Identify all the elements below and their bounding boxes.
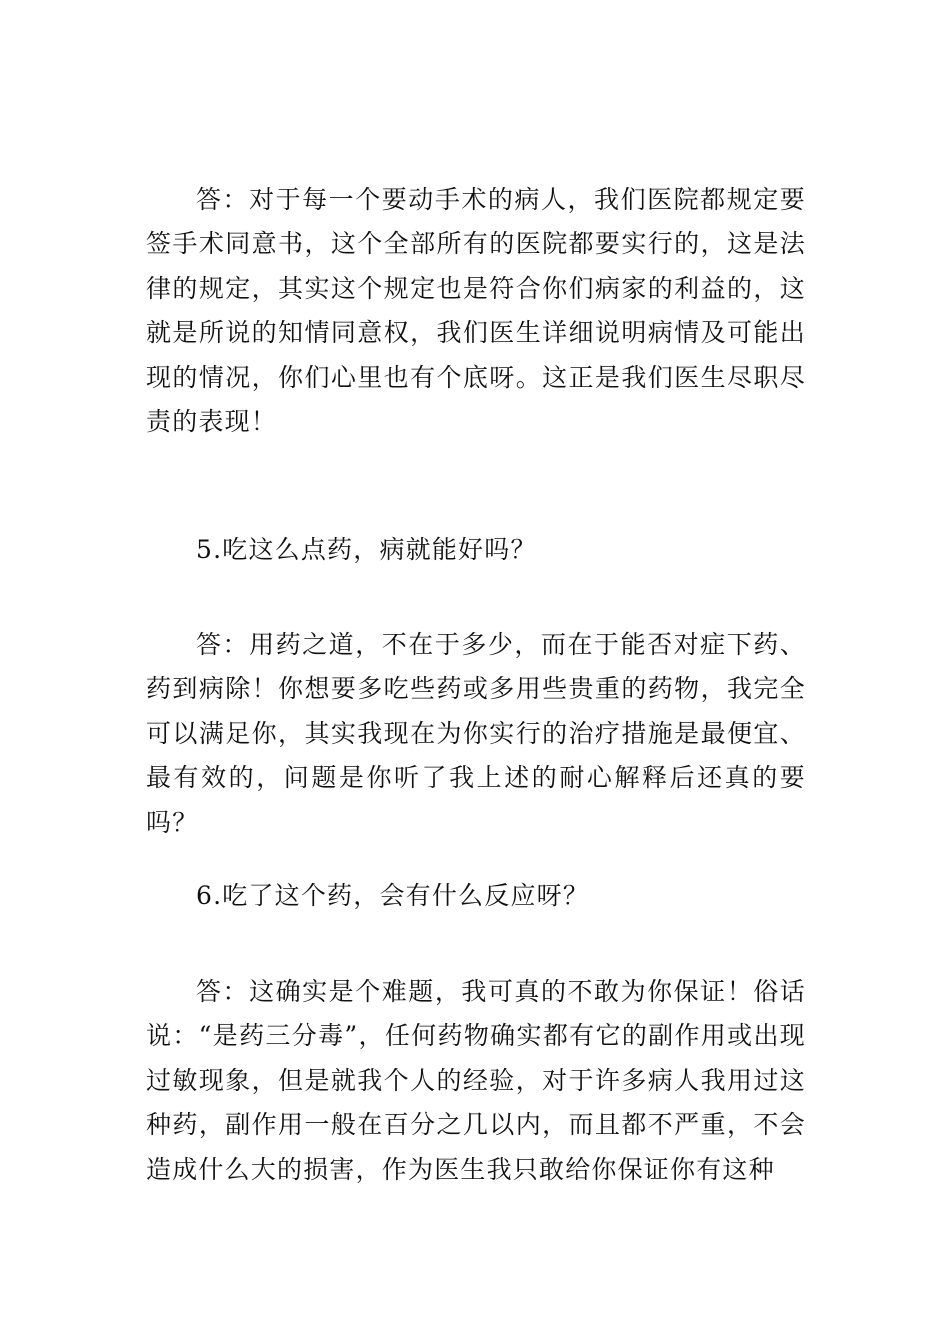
answer-paragraph-medication-amount: 答：用药之道，不在于多少，而在于能否对症下药、药到病除！你想要多吃些药或多用些贵重的药物，我完全可以满足你，其实我现在为你实行的治疗措施是最便宜、最有效的，问题是你听了我上述的耐心解释后还真的要吗？ xyxy=(146,630,806,837)
answer-paragraph-side-effects: 答：这确实是个难题，我可真的不敢为你保证！俗话说：“是药三分毒”，任何药物确实都有它的副作用或出现过敏现象，但是就我个人的经验，对于许多病人我用过这种药，副作用一般在百分之几以内，而且都不严重，不会造成什么大的损害，作为医生我只敢给你保证你有这种 xyxy=(146,977,806,1184)
question-heading-5: 5.吃这么点药，病就能好吗？ xyxy=(196,535,537,564)
question-heading-6: 6.吃了这个药，会有什么反应呀？ xyxy=(196,881,590,910)
answer-paragraph-surgery-consent: 答：对于每一个要动手术的病人，我们医院都规定要签手术同意书，这个全部所有的医院都要实行的，这是法律的规定，其实这个规定也是符合你们病家的利益的，这就是所说的知情同意权，我们医生详细说明病情及可能出现的情况，你们心里也有个底呀。这正是我们医生尽职尽责的表现！ xyxy=(146,185,806,437)
